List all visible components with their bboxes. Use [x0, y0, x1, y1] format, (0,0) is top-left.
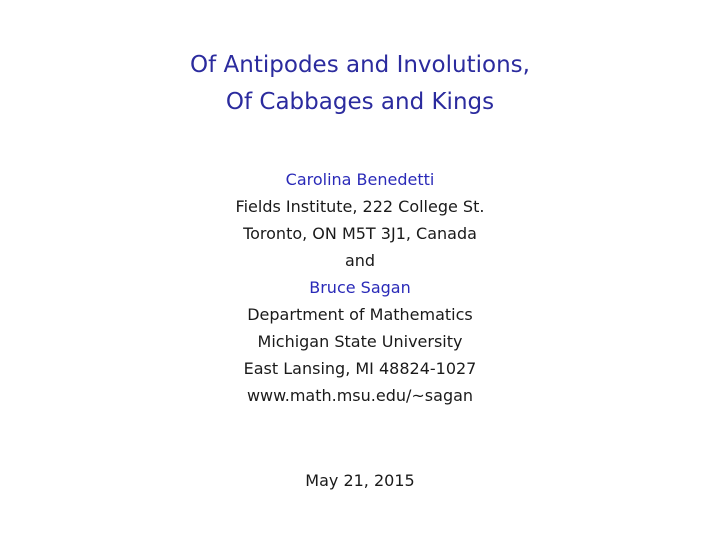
- author-1-name: Carolina Benedetti: [285, 170, 435, 189]
- connector-and: and: [344, 251, 376, 270]
- title-line-1: Of Antipodes and Involutions,: [190, 52, 530, 78]
- author-1-affiliation-2: Toronto, ON M5T 3J1, Canada: [243, 224, 477, 243]
- author-1-affiliation-1: Fields Institute, 222 College St.: [235, 197, 485, 216]
- author-2-url: www.math.msu.edu/~sagan: [246, 386, 474, 405]
- title-line-2: Of Cabbages and Kings: [225, 89, 495, 115]
- author-2-affiliation-3: East Lansing, MI 48824-1027: [243, 359, 477, 378]
- author-2-name: Bruce Sagan: [309, 278, 411, 297]
- author-2-affiliation-1: Department of Mathematics: [247, 305, 473, 324]
- author-2-affiliation-2: Michigan State University: [257, 332, 463, 351]
- presentation-date: May 21, 2015: [305, 471, 415, 490]
